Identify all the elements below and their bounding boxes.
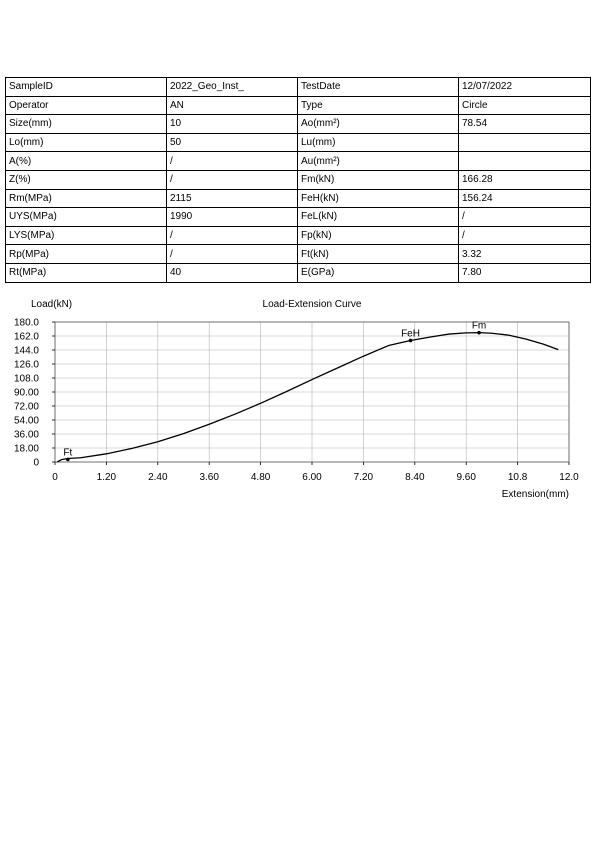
table-row: [6, 226, 591, 245]
plot-area: [14, 318, 579, 484]
field-value: /: [459, 208, 591, 227]
table-row: [6, 170, 591, 189]
field-value: AN: [167, 96, 298, 115]
y-tick-label: 180.0: [13, 317, 39, 329]
load-curve: [57, 333, 558, 462]
field-value: 7.80: [459, 263, 591, 282]
field-label: Fp(kN): [298, 226, 459, 245]
y-tick-label: 90.00: [13, 387, 39, 399]
field-value: 10: [167, 115, 298, 134]
x-tick-label: 1.20: [96, 472, 117, 483]
y-tick-label: 108.0: [13, 373, 39, 385]
y-tick-label: 144.0: [13, 345, 39, 357]
annotation-label: Ft: [63, 447, 73, 459]
field-label: FeL(kN): [298, 208, 459, 227]
field-value: /: [167, 170, 298, 189]
field-value: 3.32: [459, 245, 591, 264]
field-label: E(GPa): [298, 263, 459, 282]
field-label: TestDate: [298, 78, 459, 97]
y-tick-label: 126.0: [13, 359, 39, 371]
y-tick-label: 54.00: [13, 415, 39, 427]
field-label: UYS(MPa): [6, 208, 167, 227]
table-row: [6, 115, 591, 134]
table-row: [6, 78, 591, 97]
field-value: 78.54: [459, 115, 591, 134]
y-tick-label: 18.00: [13, 443, 39, 455]
table-row: [6, 245, 591, 264]
table-row: [6, 208, 591, 227]
table-row: [6, 152, 591, 171]
x-tick-label: 6.00: [302, 472, 322, 483]
field-label: Au(mm²): [298, 152, 459, 171]
annotation-label: Fm: [471, 320, 487, 332]
x-tick-label: 8.40: [405, 472, 425, 483]
table-row: [6, 263, 591, 282]
field-label: SampleID: [6, 78, 167, 97]
y-tick-label: 36.00: [13, 429, 39, 441]
table-row: [6, 133, 591, 152]
field-value: /: [459, 226, 591, 245]
field-label: Operator: [6, 96, 167, 115]
field-value: [459, 152, 591, 171]
field-value: /: [167, 226, 298, 245]
x-tick-label: 12.0: [559, 472, 579, 483]
x-tick-label: 4.80: [250, 472, 271, 483]
y-tick-label: 0: [33, 457, 39, 469]
x-tick-label: 7.20: [353, 472, 374, 483]
field-label: Lu(mm): [298, 133, 459, 152]
field-value: /: [167, 245, 298, 264]
table-body: [6, 78, 591, 283]
table-row: [6, 96, 591, 115]
field-label: FeH(kN): [298, 189, 459, 208]
field-label: Ft(kN): [298, 245, 459, 264]
field-value: 156.24: [459, 189, 591, 208]
chart-title: Load-Extension Curve: [262, 299, 362, 310]
x-tick-label: 3.60: [199, 472, 219, 483]
field-value: 12/07/2022: [459, 78, 591, 97]
x-tick-label: 10.8: [507, 472, 528, 483]
field-value: /: [167, 152, 298, 171]
field-label: Fm(kN): [298, 170, 459, 189]
field-label: Rt(MPa): [6, 263, 167, 282]
x-tick-label: 0: [52, 472, 58, 483]
field-label: Rm(MPa): [6, 189, 167, 208]
field-value: 50: [167, 133, 298, 152]
x-axis-label: Extension(mm): [501, 489, 569, 500]
field-label: Ao(mm²): [298, 115, 459, 134]
y-tick-label: 162.0: [13, 331, 39, 343]
field-label: Lo(mm): [6, 133, 167, 152]
field-label: LYS(MPa): [6, 226, 167, 245]
x-tick-label: 9.60: [456, 472, 476, 483]
field-label: Type: [298, 96, 459, 115]
field-value: 2022_Geo_Inst_: [167, 78, 298, 97]
field-label: Z(%): [6, 170, 167, 189]
annotation-label: FeH: [401, 328, 420, 340]
field-label: Size(mm): [6, 115, 167, 134]
y-axis-label: Load(kN): [31, 299, 73, 310]
test-parameters-table: [5, 77, 591, 283]
table-row: [6, 189, 591, 208]
field-value: 1990: [167, 208, 298, 227]
field-value: 166.28: [459, 170, 591, 189]
load-extension-chart: [0, 290, 595, 510]
field-value: 2115: [167, 189, 298, 208]
x-tick-label: 2.40: [148, 472, 168, 483]
field-label: Rp(MPa): [6, 245, 167, 264]
field-value: 40: [167, 263, 298, 282]
field-value: Circle: [459, 96, 591, 115]
field-value: [459, 133, 591, 152]
field-label: A(%): [6, 152, 167, 171]
y-tick-label: 72.00: [13, 401, 39, 413]
